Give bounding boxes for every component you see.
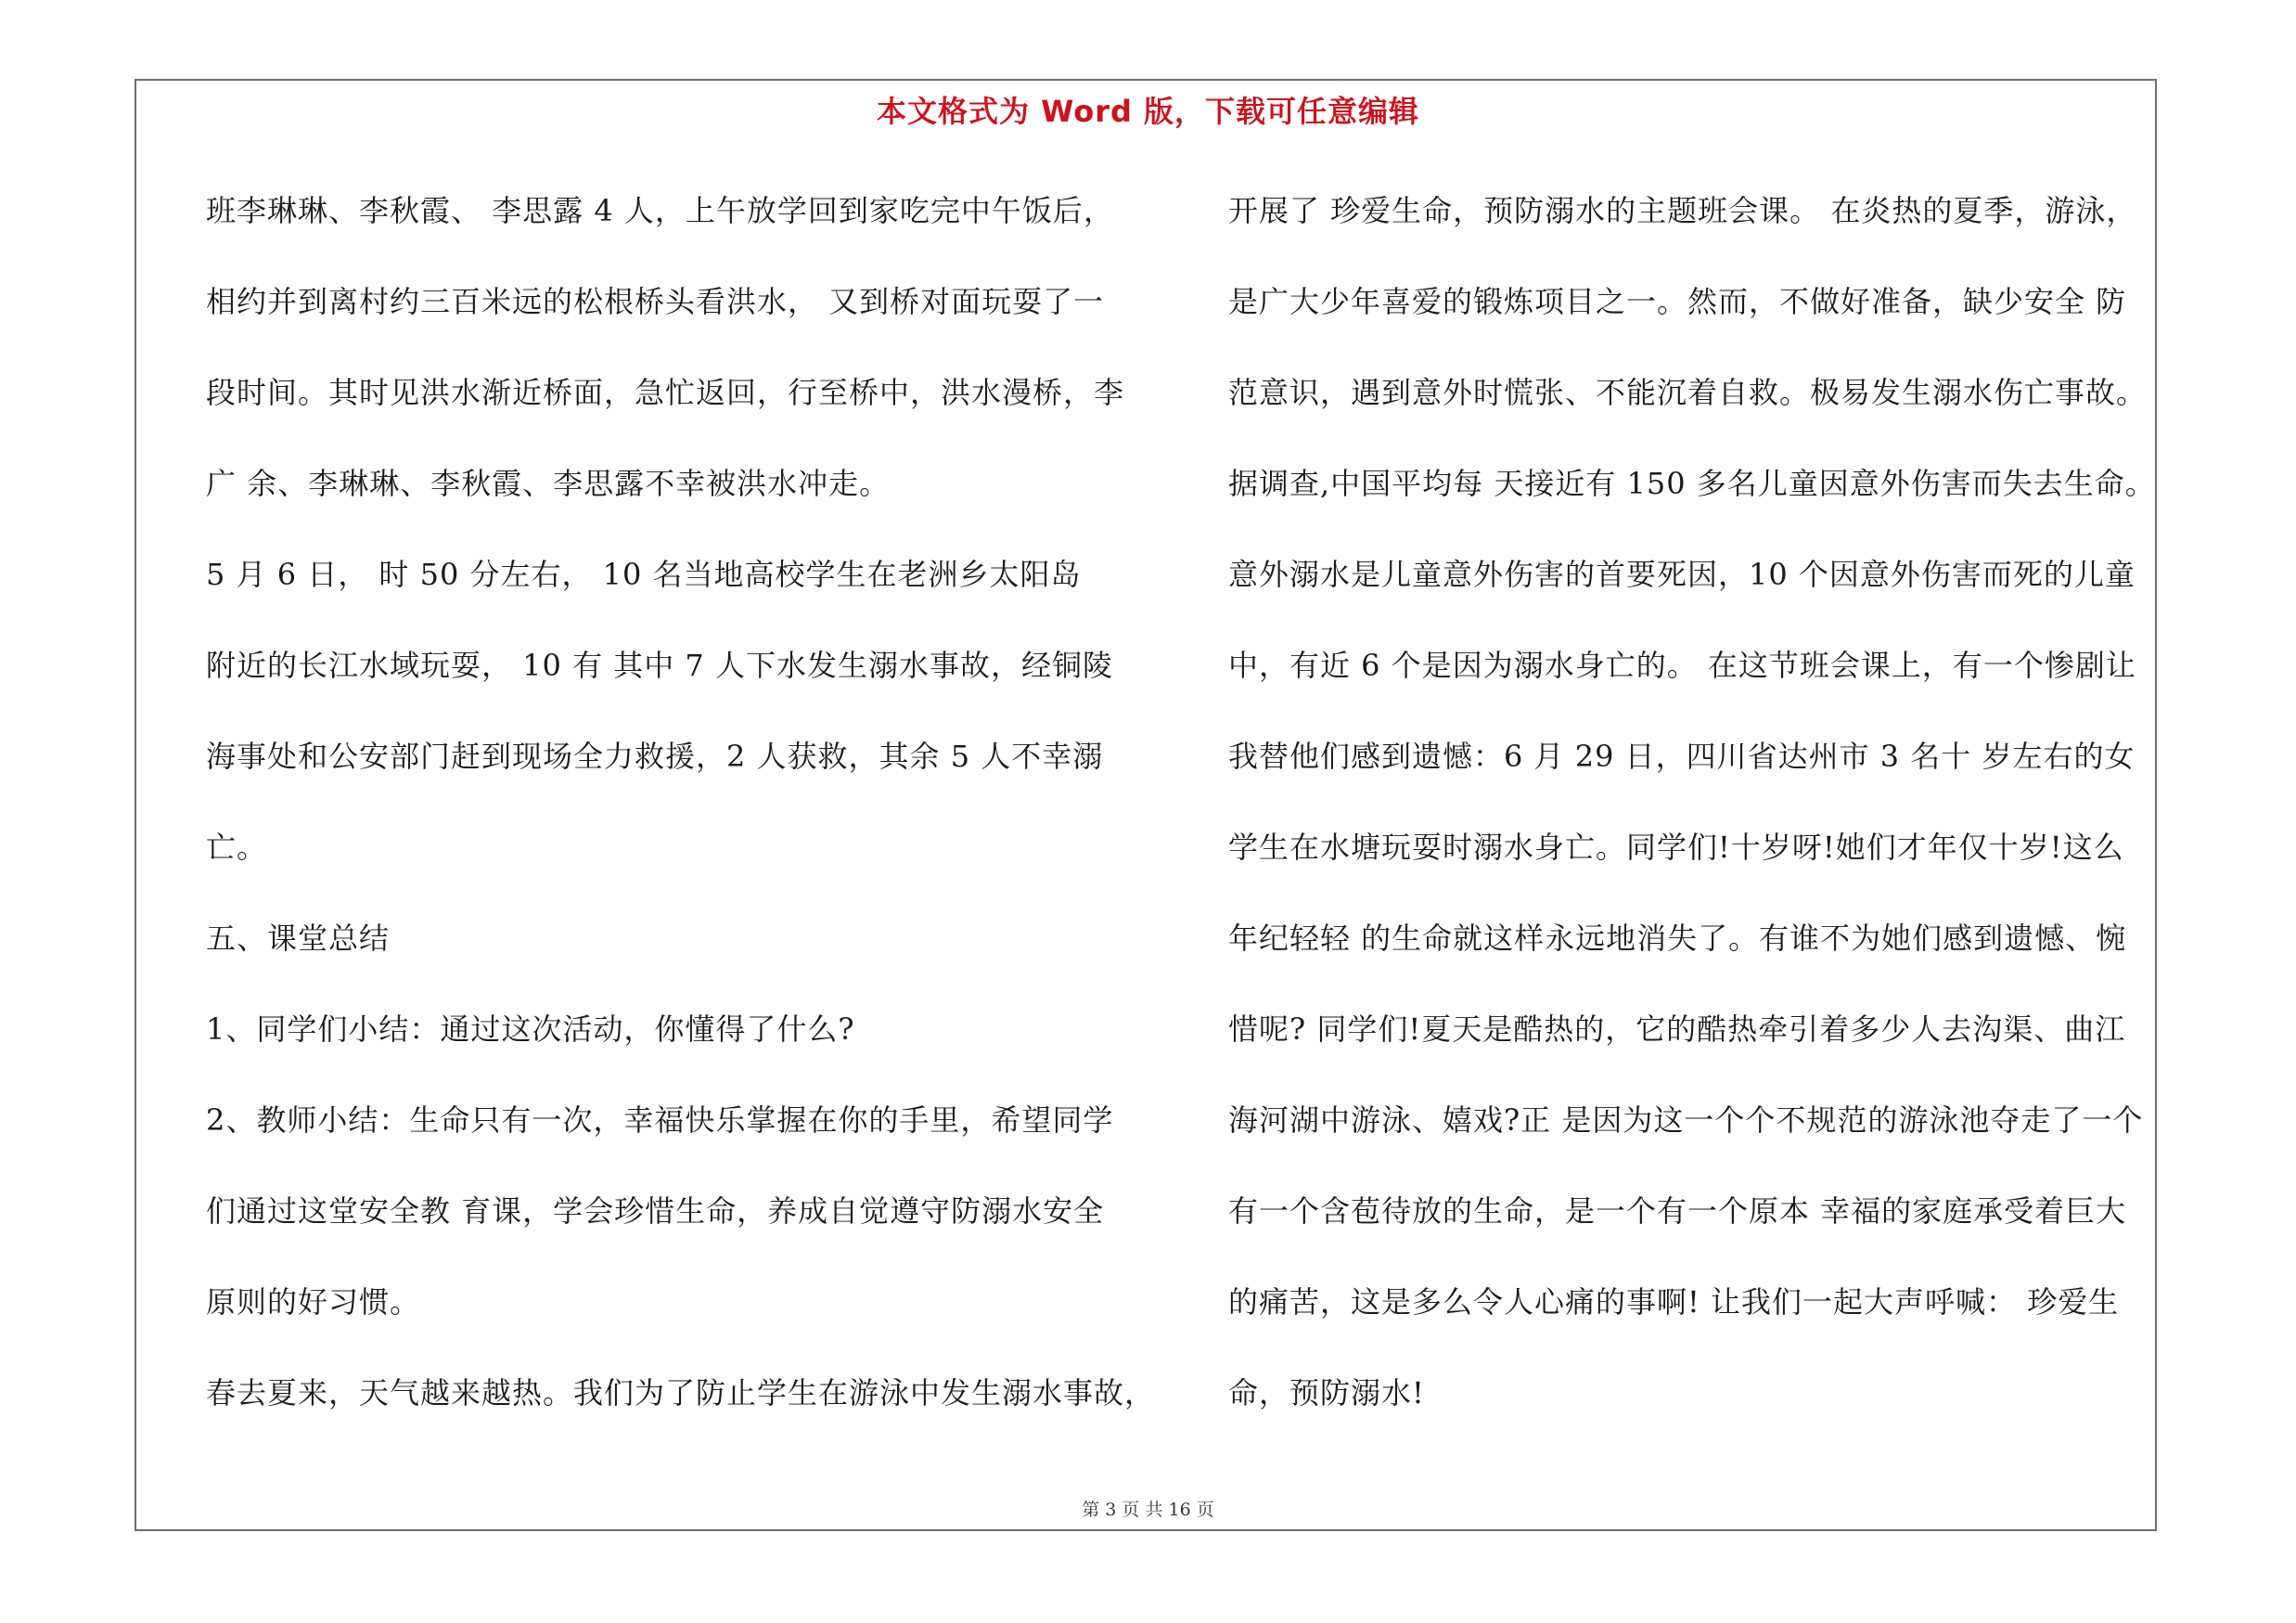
text-line: 开展了 珍爱生命，预防溺水的主题班会课。 在炎热的夏季，游泳，: [1228, 193, 2137, 228]
text-line: 海事处和公安部门赶到现场全力救援，2 人获救，其余 5 人不幸溺: [206, 739, 1104, 774]
text-line: 班李琳琳、李秋霞、 李思露 4 人，上午放学回到家吃完中午饭后，: [206, 193, 1114, 228]
text-line: 们通过这堂安全教 育课，学会珍惜生命，养成自觉遵守防溺水安全: [206, 1193, 1105, 1229]
right-text-column: [1228, 182, 2165, 1455]
text-line: 海河湖中游泳、嬉戏?正 是因为这一个个不规范的游泳池夺走了一个: [1228, 1102, 2144, 1138]
text-line: 1、同学们小结：通过这次活动，你懂得了什么?: [206, 1011, 855, 1047]
text-line: 命，预防溺水!: [1228, 1375, 1425, 1410]
text-line: 意外溺水是儿童意外伤害的首要死因，10 个因意外伤害而死的儿童: [1228, 557, 2136, 592]
text-line: 5 月 6 日， 时 50 分左右， 10 名当地高校学生在老洲乡太阳岛: [206, 557, 1082, 592]
text-line: 是广大少年喜爱的锻炼项目之一。然而，不做好准备，缺少安全 防: [1228, 284, 2127, 319]
text-line: 我替他们感到遗憾：6 月 29 日，四川省达州市 3 名十 岁左右的女: [1228, 739, 2136, 774]
text-line: 相约并到离村约三百米远的松根桥头看洪水， 又到桥对面玩耍了一: [206, 284, 1105, 319]
text-line: 年纪轻轻 的生命就这样永远地消失了。有谁不为她们感到遗憾、惋: [1228, 921, 2127, 956]
text-line: 亡。: [206, 830, 268, 865]
text-line: 有一个含苞待放的生命，是一个有一个原本 幸福的家庭承受着巨大: [1228, 1193, 2127, 1229]
text-line: 春去夏来，天气越来越热。我们为了防止学生在游泳中发生溺水事故，: [206, 1375, 1156, 1410]
text-line: 附近的长江水域玩耍， 10 有 其中 7 人下水发生溺水事故，经铜陵: [206, 648, 1113, 683]
text-line: 原则的好习惯。: [206, 1284, 421, 1320]
text-line: 中，有近 6 个是因为溺水身亡的。 在这节班会课上，有一个惨剧让: [1228, 648, 2136, 683]
text-line: 2、教师小结：生命只有一次，幸福快乐掌握在你的手里，希望同学: [206, 1102, 1114, 1138]
text-line: 惜呢? 同学们!夏天是酷热的，它的酷热牵引着多少人去沟渠、曲江: [1228, 1011, 2126, 1047]
text-line: 范意识，遇到意外时慌张、不能沉着自救。极易发生溺水伤亡事故。: [1228, 375, 2148, 410]
text-line: 五、课堂总结: [206, 921, 391, 956]
format-banner: 本文格式为 Word 版，下载可任意编辑: [876, 94, 1420, 129]
page-footer: 第 3 页 共 16 页: [1082, 1500, 1214, 1520]
text-line: 学生在水塘玩耍时溺水身亡。同学们!十岁呀!她们才年仅十岁!这么: [1228, 830, 2124, 865]
text-line: 据调查,中国平均每 天接近有 150 多名儿童因意外伤害而失去生命。: [1228, 466, 2156, 501]
text-line: 广 余、李琳琳、李秋霞、李思露不幸被洪水冲走。: [206, 466, 891, 501]
text-line: 段时间。其时见洪水渐近桥面，急忙返回，行至桥中，洪水漫桥，李: [206, 375, 1125, 410]
text-line: 的痛苦，这是多么令人心痛的事啊! 让我们一起大声呼喊： 珍爱生: [1228, 1284, 2120, 1320]
left-text-column: [206, 182, 1156, 1455]
